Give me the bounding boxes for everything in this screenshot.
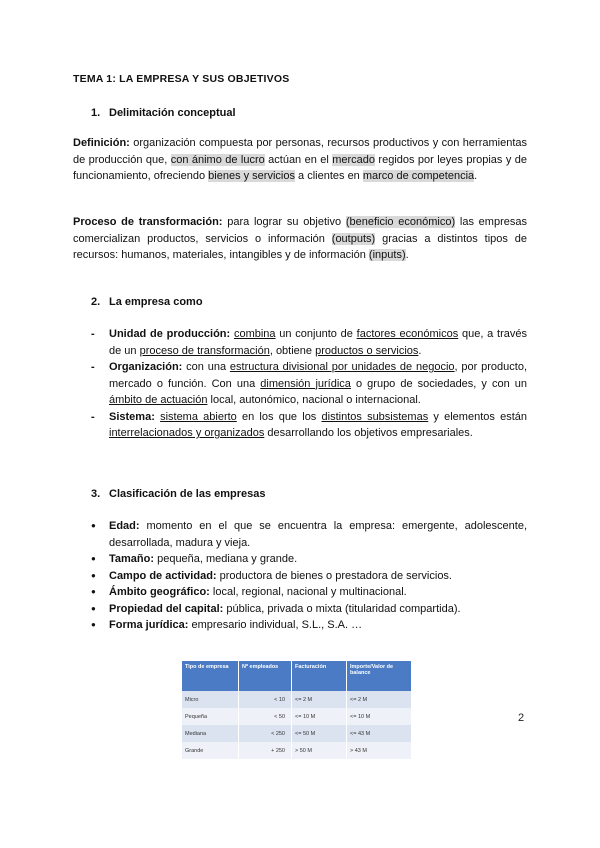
highlight-text: (inputs) bbox=[368, 249, 406, 261]
table-cell: <= 2 M bbox=[292, 691, 347, 708]
table-cell: <= 43 M bbox=[347, 725, 412, 742]
underlined-text: proceso de transformación bbox=[139, 344, 270, 357]
bullet-marker: ● bbox=[91, 554, 96, 563]
section-number: 1. bbox=[91, 107, 101, 119]
item-label: Organización: bbox=[109, 361, 183, 373]
dash-marker: - bbox=[91, 410, 95, 423]
table-cell: Mediana bbox=[182, 725, 239, 742]
table-cell: + 250 bbox=[239, 742, 292, 759]
text-run: organización compuesta por personas, recursos productivos y con herramientas de producción que, bbox=[73, 137, 527, 166]
text-run: , por producto, mercado o función. Con una bbox=[109, 361, 527, 390]
text-run: . bbox=[405, 249, 409, 261]
item-text: local, regional, nacional y multinacional. bbox=[209, 586, 407, 598]
item-text: momento en el que se encuentra la empresa: emergente, adolescente, desarrollada, madura y vieja. bbox=[109, 520, 527, 549]
bullet-marker: ● bbox=[91, 521, 96, 530]
table-cell: <= 50 M bbox=[292, 725, 347, 742]
item-label: Campo de actividad: bbox=[109, 569, 217, 582]
underlined-text: combina bbox=[233, 328, 276, 340]
text-run: actúan en el bbox=[264, 153, 333, 166]
list-item bbox=[91, 326, 527, 359]
highlight-text: con ánimo de lucro bbox=[170, 153, 265, 166]
text-run: en los que los bbox=[236, 410, 322, 423]
text-run: , obtiene bbox=[269, 344, 316, 357]
table-header-cell: Nº empleados bbox=[239, 661, 292, 691]
table-row bbox=[182, 725, 412, 742]
item-label: Edad: bbox=[109, 520, 140, 532]
bullet-marker: ● bbox=[91, 603, 96, 613]
item-label: Forma jurídica: bbox=[109, 619, 189, 631]
table-cell: Micro bbox=[182, 691, 239, 708]
list-item bbox=[91, 568, 527, 585]
section-number: 3. bbox=[91, 488, 101, 500]
item-text: pública, privada o mixta (titularidad compartida). bbox=[223, 602, 461, 615]
section-title: Clasificación de las empresas bbox=[109, 488, 266, 500]
text-run: a clientes en bbox=[294, 170, 363, 182]
table-cell: < 250 bbox=[239, 725, 292, 742]
section-heading-3 bbox=[91, 488, 266, 500]
text-run: . bbox=[474, 170, 478, 182]
company-size-table bbox=[182, 661, 412, 759]
table-row bbox=[182, 708, 412, 725]
table-cell: > 50 M bbox=[292, 742, 347, 759]
definition-label: Definición: bbox=[73, 137, 130, 149]
table-header-cell: Tipo de empresa bbox=[182, 661, 239, 691]
text-run: las empresas comercializan productos, servicios o información bbox=[73, 216, 527, 245]
section-title: La empresa como bbox=[109, 296, 203, 308]
text-run: un conjunto de bbox=[275, 328, 357, 340]
item-label: Tamaño: bbox=[109, 553, 155, 565]
item-text: productora de bienes o prestadora de servicios. bbox=[216, 569, 452, 582]
underlined-text: ámbito de actuación bbox=[109, 394, 208, 406]
process-paragraph bbox=[73, 214, 527, 264]
list-item bbox=[91, 551, 527, 568]
list-item bbox=[91, 584, 527, 601]
bullet-marker: ● bbox=[91, 587, 96, 596]
text-run: para lograr su objetivo bbox=[222, 216, 346, 228]
bullet-marker: ● bbox=[91, 620, 96, 629]
highlight-text: (beneficio económico) bbox=[345, 216, 456, 228]
underlined-text: sistema abierto bbox=[160, 410, 237, 423]
text-run: que, a través de un bbox=[109, 328, 527, 357]
page-title: TEMA 1: LA EMPRESA Y SUS OBJETIVOS bbox=[73, 73, 290, 85]
list-item bbox=[91, 518, 527, 551]
highlight-text: marco de competencia bbox=[362, 170, 475, 182]
definition-paragraph bbox=[73, 135, 527, 185]
section-number: 2. bbox=[91, 296, 101, 308]
item-label: Ámbito geográfico: bbox=[109, 586, 210, 598]
list-item bbox=[91, 359, 527, 409]
table-header-cell: Facturación bbox=[292, 661, 347, 691]
item-text: empresario individual, S.L., S.A. … bbox=[188, 619, 363, 631]
text-run: regidos por leyes propias y de funcionamiento, ofreciendo bbox=[73, 153, 527, 182]
table-cell: Pequeña bbox=[182, 708, 239, 725]
process-label: Proceso de transformación: bbox=[73, 216, 223, 228]
table-cell: < 10 bbox=[239, 691, 292, 708]
highlight-text: (outputs) bbox=[331, 232, 376, 245]
underlined-text: productos o servicios bbox=[315, 344, 419, 357]
underlined-text: factores económicos bbox=[356, 328, 459, 340]
highlight-text: bienes y servicios bbox=[208, 170, 295, 182]
dash-marker: - bbox=[91, 328, 95, 340]
text-run: gracias a distintos tipos de recursos: humanos, materiales, intangibles y de información bbox=[73, 232, 528, 261]
underlined-text: distintos subsistemas bbox=[321, 410, 429, 423]
table-row bbox=[182, 742, 412, 759]
text-run: local, autonómico, nacional o internacional. bbox=[207, 394, 421, 406]
highlight-text: mercado bbox=[332, 153, 376, 166]
item-label: Propiedad del capital: bbox=[109, 602, 224, 615]
list-item bbox=[91, 601, 527, 618]
text-run: con una bbox=[182, 361, 230, 373]
clasificacion-list bbox=[91, 518, 527, 634]
underlined-text: estructura divisional por unidades de negocio bbox=[229, 361, 455, 373]
table-cell: <= 2 M bbox=[347, 691, 412, 708]
text-run: y elementos están bbox=[428, 410, 527, 423]
dash-marker: - bbox=[91, 361, 95, 373]
table-cell: <= 10 M bbox=[347, 708, 412, 725]
empresa-como-list bbox=[91, 326, 527, 442]
item-label: Sistema: bbox=[109, 410, 155, 423]
bullet-marker: ● bbox=[91, 570, 96, 580]
table bbox=[182, 661, 412, 759]
table-cell: > 43 M bbox=[347, 742, 412, 759]
table-row bbox=[182, 691, 412, 708]
item-text: pequeña, mediana y grande. bbox=[154, 553, 298, 565]
table-header-cell: Importe/Valor de balance bbox=[347, 661, 412, 691]
page-number: 2 bbox=[518, 712, 525, 724]
table-header-row bbox=[182, 661, 412, 691]
underlined-text: interrelacionados y organizados bbox=[109, 427, 265, 439]
section-heading-1 bbox=[91, 107, 236, 119]
section-heading-2 bbox=[91, 296, 203, 308]
underlined-text: dimensión jurídica bbox=[260, 377, 351, 390]
list-item bbox=[91, 617, 527, 634]
table-cell: Grande bbox=[182, 742, 239, 759]
text-run: . bbox=[418, 344, 422, 357]
item-label: Unidad de producción: bbox=[109, 328, 231, 340]
table-cell: <= 10 M bbox=[292, 708, 347, 725]
table-cell: < 50 bbox=[239, 708, 292, 725]
text-run: desarrollando los objetivos empresariales. bbox=[264, 427, 473, 439]
section-title: Delimitación conceptual bbox=[109, 107, 236, 119]
list-item bbox=[91, 409, 527, 442]
text-run: o grupo de sociedades, y con un bbox=[350, 377, 528, 390]
